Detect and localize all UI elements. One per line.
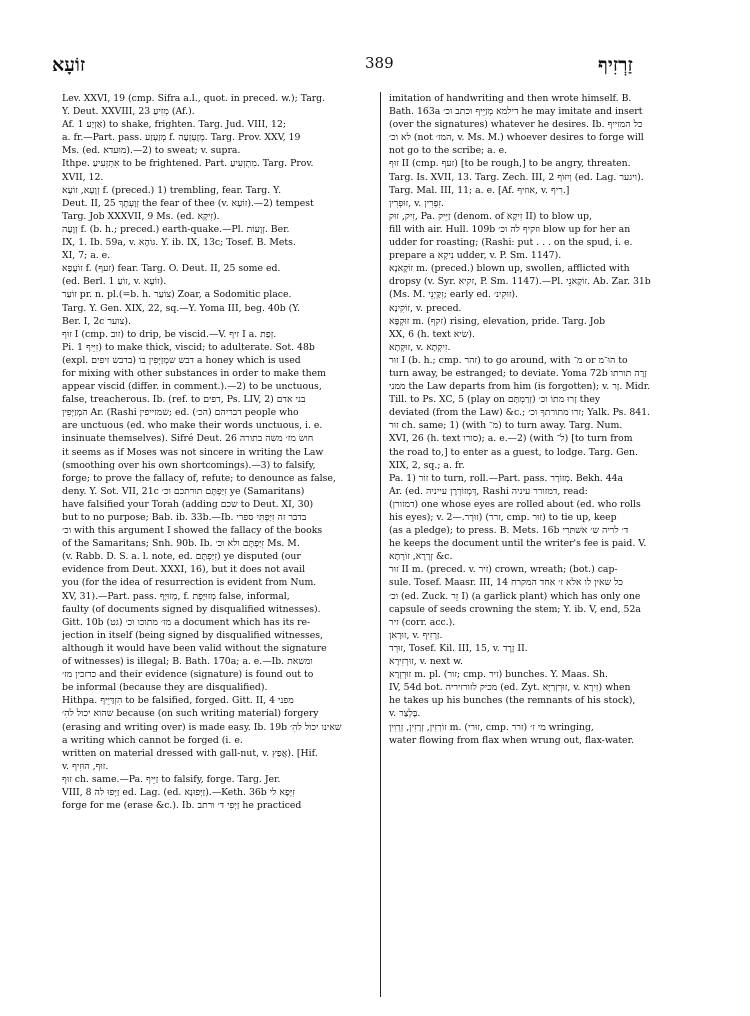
text-line: Ar. (ed. דְּמְזוֹרְרָן עייניה, Rashi דמזורר עיניה, read:	[389, 485, 588, 497]
text-line: Ithpe. אִתְזְעִיעַ to be frightened. Part. מִתְזְעִיעַ. Targ. Prov.	[62, 158, 314, 170]
page-header	[0, 54, 750, 78]
page-number: 389	[365, 54, 394, 72]
text-line: זוּר II m. (preced. v. זיר) crown, wreath; (bot.) cap-	[389, 564, 618, 576]
text-line: Ber. I, 2c צוער).	[62, 315, 131, 327]
text-line: (v. Rabb. D. S. a. l. note, ed. זִיַּפְתֶּם) ye disputed (our	[62, 551, 301, 563]
text-line: Y. Deut. XXVIII, 23 מְזִיעַ (Af.).	[62, 106, 195, 118]
text-line: Targ. Job XXXVII, 9 Ms. (ed. זִיקָא).	[62, 210, 220, 222]
text-line: וכ׳ with this argument I showed the fallacy of the books	[62, 525, 323, 537]
text-line: שהוא יכול להִ׳ because (on such writing material) forgery	[62, 708, 319, 720]
text-line: dropsy (v. Syr. זקיא, P. Sm. 1147).—Pl. זוֹקָאנֵי. Ab. Zar. 31b	[389, 276, 651, 288]
text-line: XX, 6 (h. text שׂיא).	[389, 328, 475, 340]
text-line: XI, 7; a. e.	[62, 250, 111, 262]
text-line: זוּף II (cmp. זעף) [to be rough,] to be angry, threaten.	[389, 158, 631, 170]
text-line: (as a pledge); to press. B. Mets. 16b ד׳ לריה ש׳ אשׁתּרִי	[389, 525, 629, 537]
text-line: for mixing with other substances in order to make them	[62, 367, 326, 379]
text-line: (erasing and writing over) is made easy. Ib. 19b שאינו יכול להִ׳	[62, 721, 342, 733]
text-line: jection in itself (being signed by disqualified witnesses,	[62, 629, 323, 641]
text-line: of witnesses) is illegal; B. Bath. 170a; a. e.—Ib. ומשאת	[62, 656, 313, 668]
text-line: זוֹרְזִין, זְרָזִין, זְרְוִין m. (זוּרי, cmp. מי ז׳ (זרר wringing,	[389, 721, 594, 733]
text-line: (smoothing over his own shortcomings).—3) to falsify,	[62, 459, 316, 471]
text-line: forge; to prove the fallacy of, refute; to denounce as false,	[62, 472, 336, 484]
left-column	[62, 92, 380, 812]
text-line: זוּרְזִירָא, v. next w.	[389, 656, 463, 668]
text-line: זְוָעָא, זוֹעָא f. (preced.) 1) trembling, fear. Targ. Y.	[62, 184, 282, 196]
text-line: of the Samaritans; Snh. 90b. Ib. זִיַּפְתֶּם ולא וכ׳ Ms. M.	[62, 538, 300, 550]
text-line: insinuate themselves). Sifré Deut. 26 חושׂ מז׳ משה בתורה	[62, 433, 314, 445]
text-line: זוּקְתָא, v. זִיקְתָא.	[389, 341, 451, 353]
text-line: Af. אַזְיַע 1) to shake, frighten. Targ. Jud. VIII, 12;	[62, 119, 286, 131]
text-line: זְוָעָה f. (b. h.; preced.) earth-quake.—Pl. זְוָעוֹת. Ber.	[62, 223, 290, 235]
text-line: וכ׳ (ed. Zuck. זֵר I) (a garlick plant) which has only one	[389, 590, 641, 602]
text-line: זוּר I (b. h.; cmp. זהר) to go around, with מ־ or הוּ־מ to	[389, 354, 628, 366]
text-line: Ms. (ed. מוּעדא).—2) to sweat; v. supra.	[62, 145, 241, 157]
text-line: forge for me (erase &c.). Ib. זַיְּפִי ד׳ ורתב he practiced	[62, 800, 302, 812]
text-line: the road to,] to enter as a guest, to lodge. Targ. Gen.	[389, 446, 638, 458]
text-line: Bath. 163a דילמא מְזַיֵּיף וכתב וכ׳ he may imitate and insert	[389, 106, 643, 118]
text-line: Targ. Y. Gen. XIX, 22, sq.—Y. Yoma III, beg. 40b (Y.	[62, 302, 301, 314]
text-line: Gitt. 10b (גט) מז׳ מתוכו וכ׳ a document which has its re-	[62, 616, 311, 628]
text-line: זִיק, זוּק, Pa. זַיֵּיק (denom. of זִיקָא II) to blow up,	[389, 210, 592, 222]
text-line: he keeps the document until the writer's fee is paid. V.	[389, 538, 647, 550]
text-line: XVI, 26 (h. text סורו); a. e.—2) (with ל־) [to turn from	[389, 433, 633, 445]
text-line: VIII, 8 זַיְּפוּ לה ed. Lag. (ed. זַיְּפוּנָא).—Keth. 36b זִיְּפָא לי	[62, 786, 295, 798]
text-line: you (for the idea of resurrection is evident from Num.	[62, 577, 317, 589]
text-line: XVII, 12.	[62, 171, 104, 183]
text-line: faulty (of documents signed by disqualified witnesses).	[62, 603, 321, 615]
text-line: false, treacherous. Ib. (ref. to דפים, Ps. LIV, 2) בני אדם	[62, 394, 306, 406]
text-line: he takes up his bunches (the remnants of his stock),	[389, 695, 636, 707]
text-line: (דמזורן) one whose eyes are rolled about (ed. who rolls	[389, 498, 641, 510]
text-line: זוּקְפָּא m. (זקף) rising, elevation, pride. Targ. Job	[389, 315, 606, 327]
text-line: but to no purpose; Bab. ib. 33b.—Ib. בדבר זה זִיַּפְתִּי ספרי	[62, 512, 307, 523]
text-line: sule. Tosef. Maasr. III, 14 כל שאין לו אלא ז׳ אחד המקרח	[389, 577, 623, 589]
text-line: (Ms. M. זִקַּיְנֵי; early ed. זוּקִינ׳).	[389, 289, 519, 301]
text-line: although it would have been valid without the signature	[62, 642, 327, 654]
left-catchword: זוֹעָא	[52, 54, 86, 76]
text-line: fill with air. Hull. 109b וזקיף לה וכ׳ blow up for her an	[389, 223, 631, 235]
text-line: be informal (because they are disqualified).	[62, 682, 268, 694]
text-line: Till. to Ps. XC, 5 (play on זְרַמְתָּם) זָרוּ מתוֹ וכ׳ they	[389, 394, 601, 406]
right-catchword: זַרְזִיף	[598, 54, 633, 76]
text-line: זְרָרָא, זוֹרָתָא &c.	[389, 551, 453, 563]
text-line: זוֹקָאנָא m. (preced.) blown up, swollen, afflicted with	[389, 263, 630, 275]
text-line: written on material dressed with gall-nut, v. אֲפַץ). [Hif.	[62, 747, 318, 759]
text-line: are unctuous (ed. who make their words unctuous, i. e.	[62, 420, 323, 432]
text-line: udder for roasting; (Rashi: put . . . on the spud, i. e.	[389, 237, 633, 249]
text-line: Pi. זִיֵּיף 1) to make thick, viscid; to adulterate. Sot. 48b	[62, 341, 315, 353]
text-line: IX, 1. Ib. 59a, v. גּוֹהָא. Y. ib. IX, 13c; Tosef. B. Mets.	[62, 237, 296, 249]
text-line: זוּף ch. same.—Pa. זַיֵּיף to falsify, forge. Targ. Jer.	[62, 773, 281, 785]
text-line: XV, 31).—Part. pass. מְזוּיָּף, f. מְזוּיֶּפֶת false, informal,	[62, 590, 290, 602]
text-line: זוּרָאן, v. זַרְזִיף.	[389, 629, 443, 641]
text-line: a writing which cannot be forged (i. e.	[62, 734, 243, 746]
text-line: Pa. 1) זוֹר to turn, roll.—Part. pass. מְזוֹרָר. Bekh. 44a	[389, 472, 624, 484]
column-divider	[380, 92, 381, 997]
text-line: זוּרְד, Tosef. Kil. III, 15, v. זֶרֶד II.	[389, 642, 528, 654]
text-line: XIX, 2, sq.; a. fr.	[389, 459, 465, 471]
text-line: המְזַיְּפִין Ar. (Rashi שמזייפין; ed. דבריהם (הכ׳) people who	[62, 407, 299, 419]
text-line: זוּר ch. same; 1) (with מ־) to turn away. Targ. Num.	[389, 420, 623, 432]
text-line: have falsified your Torah (adding שכם to Deut. XI, 30)	[62, 498, 314, 510]
text-line: Deut. II, 25 זְוָעְתָךְ the fear of thee (v. זוֹעָא).—2) tempest	[62, 197, 314, 209]
text-line: (expl. דבש שמְזַיְּפִין בו (בדבש זיפים a honey which is used	[62, 354, 301, 366]
text-line: his eyes); v. זוּרָר.—2) (זרר, cmp. זוּר) to tie up, keep	[389, 512, 617, 523]
text-line: זיר (corr. acc.).	[389, 616, 456, 628]
right-column	[389, 92, 711, 747]
text-line: evidence from Deut. XXXI, 16), but it does not avail	[62, 564, 306, 576]
text-line: זוּף I (cmp. זוב) to drip, be viscid.—V. זיף I a. זְפַת.	[62, 328, 277, 340]
text-line: it seems as if Moses was not sincere in writing the Law	[62, 446, 324, 458]
text-line: deny. Y. Sot. VII, 21c זִיַּפְתֶּם תורתכם וכ׳ ye (Samaritans)	[62, 485, 305, 497]
text-line: v. בָּלְצַר.	[389, 708, 421, 720]
text-line: Targ. Is. XVII, 13. Targ. Zech. III, 2 וְיִזּוֹף (ed. Lag. ויגער).	[389, 171, 644, 183]
text-line: (ed. Berl. 1 זוֹעַ, v. זוֹעָא).	[62, 276, 167, 288]
text-line: capsule of seeds crowning the stem; Y. ib. V, end, 52a	[389, 603, 641, 615]
text-line: לא וכ׳ (not המז׳, v. Ms. M.) whoever desires to forge will	[389, 132, 644, 144]
text-line: not go to the scribe; a. e.	[389, 145, 508, 157]
text-line: זוּרְזְרָא m. pl. (זור; cmp. זיר) bunches. Y. Maas. Sh.	[389, 669, 608, 681]
text-line: זוֹעֲפָא f. (זעף) fear. Targ. O. Deut. II, 25 some ed.	[62, 263, 281, 275]
text-line: ממני the Law departs from him (is forgotten); v. זָר. Midr.	[389, 381, 651, 393]
text-line: זוֹעַר pr. n. pl.(=b. h. צוֹעַר) Zoar, a Sodomitic place.	[62, 289, 292, 301]
text-line: deviated (from the Law) &c.; זרו מתורתךָ וכ׳; Yalk. Ps. 841.	[389, 407, 651, 419]
text-line: זוֹקִינָא, v. preced.	[389, 302, 462, 314]
text-line: appear viscid (differ. in comment.).—2) to be unctuous,	[62, 381, 322, 393]
text-line: water flowing from flax when wrung out, flax-water.	[389, 734, 634, 746]
text-line: imitation of handwriting and then wrote himself. B.	[389, 93, 632, 104]
text-line: Lev. XXVI, 19 (cmp. Sifra a.l., quot. in preced. w.); Targ.	[62, 93, 326, 104]
text-line: turn away, be estranged; to deviate. Yoma 72b זָרָה תורתו	[389, 367, 647, 379]
text-line: זוּפְרִין, v. זִפְרִין.	[389, 197, 445, 209]
text-line: כדזכין מז׳ and their evidence (signature) is found out to	[62, 669, 314, 681]
text-line: Hithpa. הִזְדַּיֵּיף to be falsified, forged. Gitt. II, 4 מפני	[62, 695, 294, 707]
text-line: a. fr.—Part. pass. מְזַעְזַע f. מְזֻעְזְעָה. Targ. Prov. XXV, 19	[62, 132, 301, 144]
text-line: (over the signatures) whatever he desires. Ib. כל המזייף	[389, 119, 643, 131]
text-line: v. זוּף, הוּזִיף.	[62, 760, 109, 772]
text-line: Targ. Mal. III, 11; a. e. [Af. אוזיף, v. רִיף.]	[389, 184, 570, 196]
text-line: IV, 54d bot. מכיק לזורזיריה (ed. Zyt. זוּרְזְרַיָּא, v. זִירָא) when	[389, 682, 631, 694]
text-line: prepare a נִיקָא udder, v. P. Sm. 1147).	[389, 250, 562, 262]
